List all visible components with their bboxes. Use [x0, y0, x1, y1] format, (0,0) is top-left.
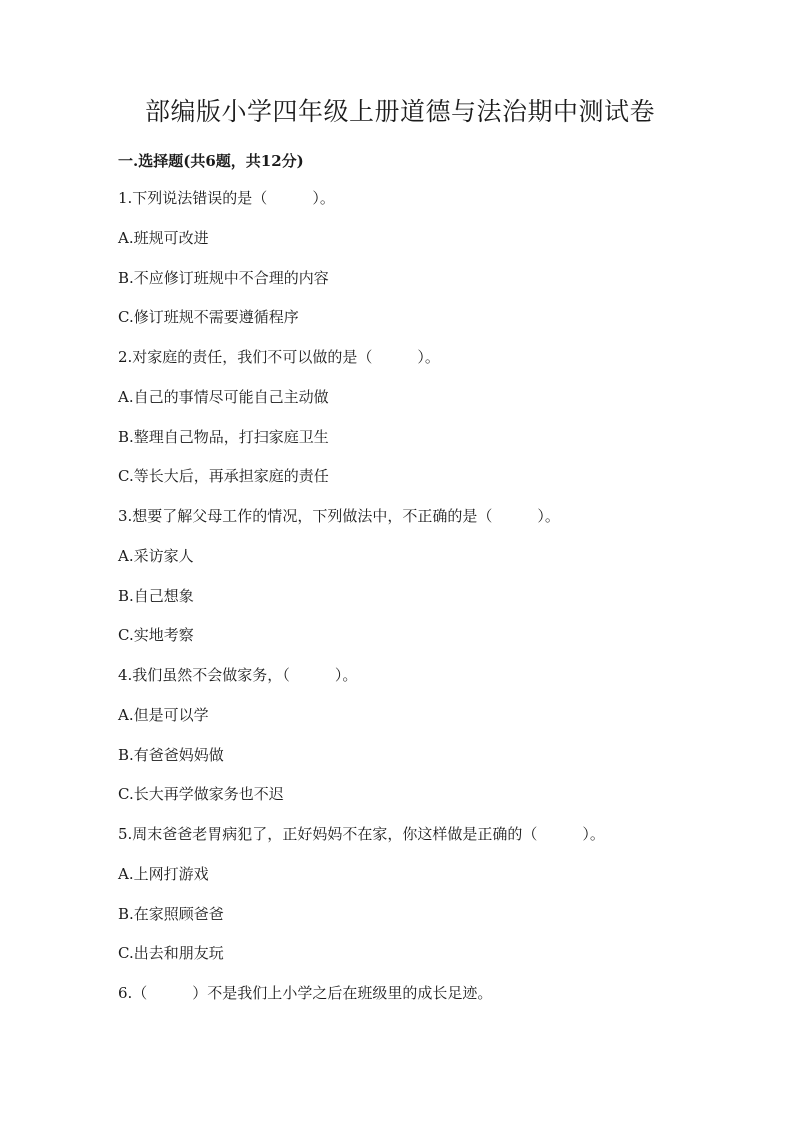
- question-3-option-c: C.实地考察: [118, 626, 194, 645]
- document-title: 部编版小学四年级上册道德与法治期中测试卷: [144, 97, 655, 126]
- question-2-option-b: B.整理自己物品，打扫家庭卫生: [118, 427, 329, 446]
- question-4-option-b: B.有爸爸妈妈做: [118, 745, 224, 764]
- question-3-option-a: A.采访家人: [118, 546, 194, 565]
- question-1-option-a: A.班规可改进: [118, 228, 209, 247]
- question-5-option-c: C.出去和朋友玩: [118, 944, 224, 963]
- question-list: [118, 186, 718, 1021]
- question-2-stem: 2.对家庭的责任，我们不可以做的是（ ）。: [118, 348, 440, 366]
- question-3-option-b: B.自己想象: [118, 586, 194, 605]
- question-4-stem: 4.我们虽然不会做家务，（ ）。: [118, 666, 358, 684]
- question-1-option-b: B.不应修订班规中不合理的内容: [118, 268, 329, 287]
- question-1-stem: 1.下列说法错误的是（ ）。: [118, 189, 335, 207]
- question-3-stem: 3.想要了解父母工作的情况，下列做法中，不正确的是（ ）。: [118, 507, 560, 525]
- question-5-option-a: A.上网打游戏: [118, 864, 209, 883]
- question-1-option-c: C.修订班规不需要遵循程序: [118, 308, 299, 327]
- question-6-stem: 6.（ ）不是我们上小学之后在班级里的成长足迹。: [118, 984, 493, 1002]
- section-heading: 一.选择题(共6题，共12分): [118, 152, 304, 170]
- question-4-option-a: A.但是可以学: [118, 705, 209, 724]
- question-4-option-c: C.长大再学做家务也不迟: [118, 785, 284, 804]
- question-2-option-c: C.等长大后，再承担家庭的责任: [118, 467, 329, 486]
- question-5-stem: 5.周末爸爸老胃病犯了，正好妈妈不在家，你这样做是正确的（ ）。: [118, 825, 605, 843]
- question-5-option-b: B.在家照顾爸爸: [118, 904, 224, 923]
- question-2-option-a: A.自己的事情尽可能自己主动做: [118, 387, 329, 406]
